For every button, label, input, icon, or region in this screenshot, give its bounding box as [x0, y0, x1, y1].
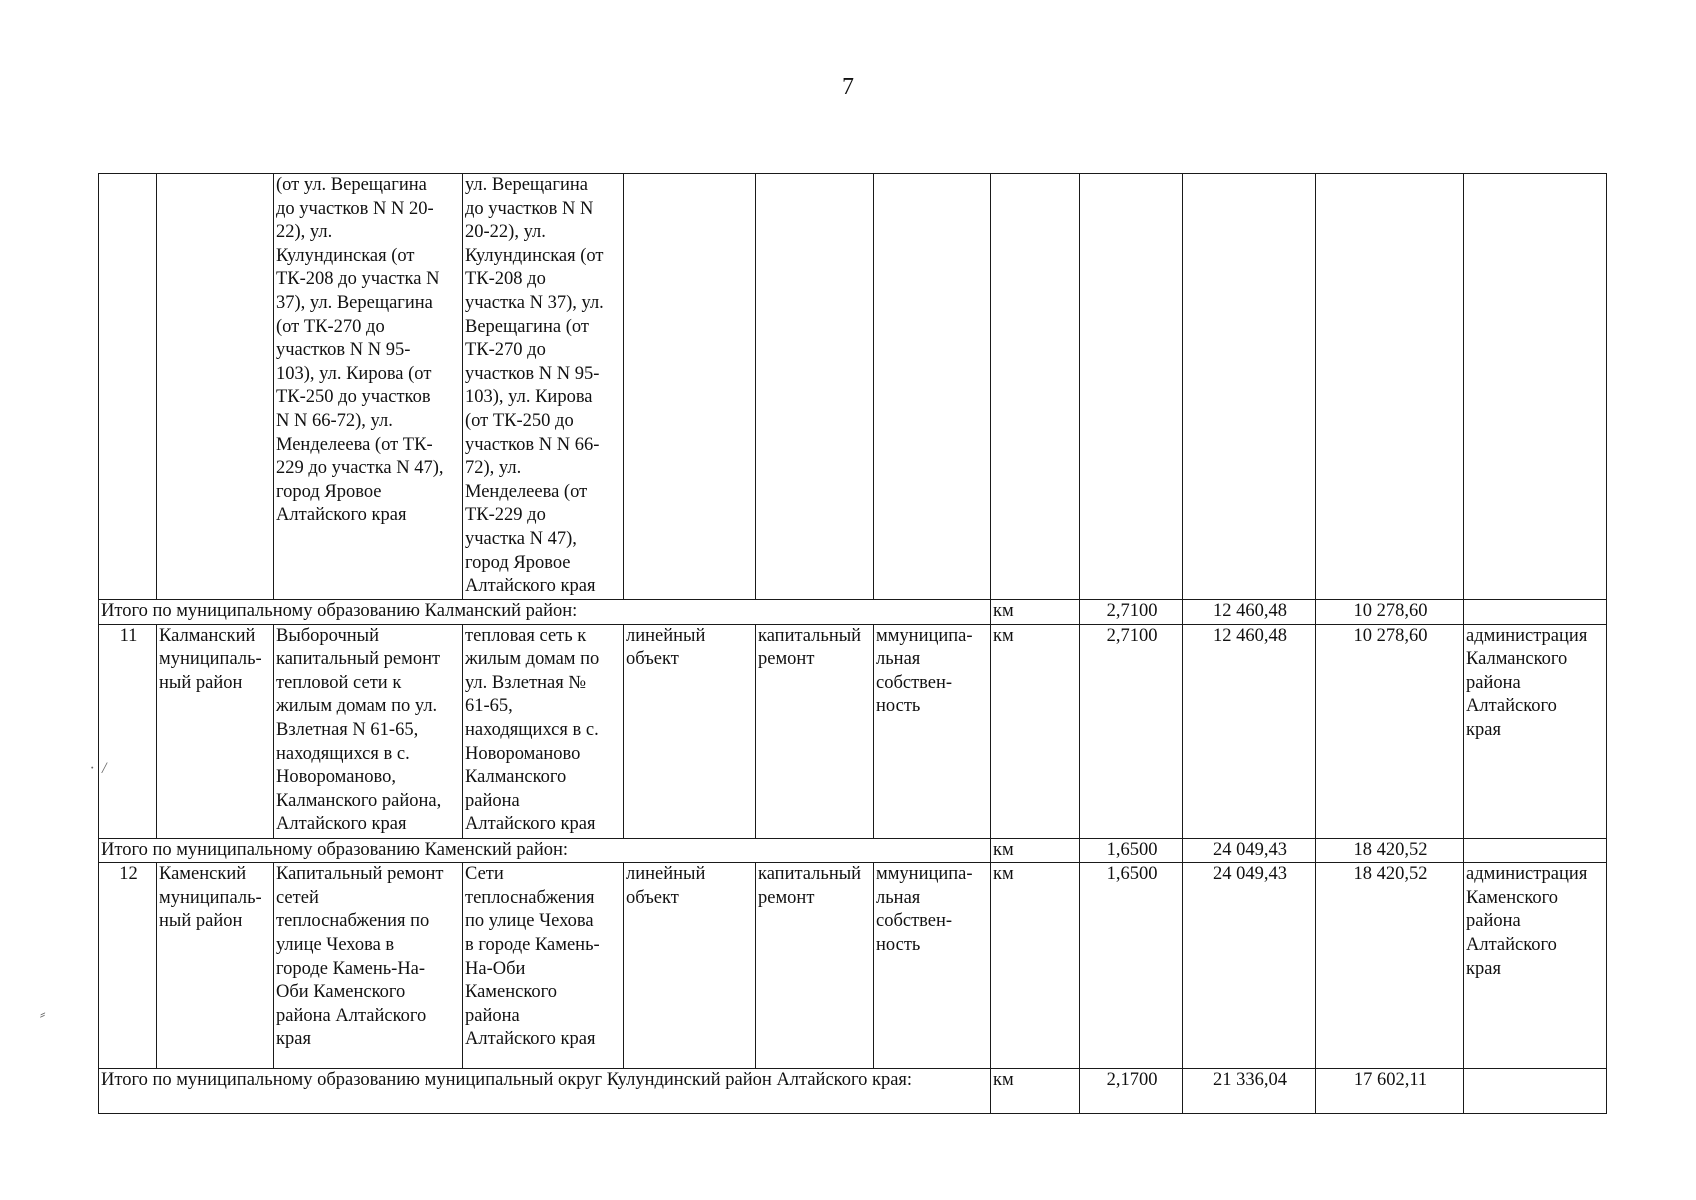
responsible-text: администрация Калманского района Алтайского края	[1466, 625, 1588, 740]
row-number: 12	[99, 863, 157, 1069]
municipality-text: Калманский муниципаль- ный район	[159, 625, 262, 693]
total-row-kamensky	[99, 838, 1607, 863]
total-length: 2,7100	[1080, 600, 1183, 625]
responsible-text: администрация Каменского района Алтайского края	[1466, 864, 1588, 979]
cell-responsible	[1464, 863, 1607, 1069]
cell-ownership	[874, 174, 991, 600]
cell-work-type	[756, 624, 874, 838]
total-responsible	[1464, 1069, 1607, 1114]
cell-object-type	[624, 174, 756, 600]
cell-municipality	[157, 863, 274, 1069]
cell-cost-budget: 18 420,52	[1316, 863, 1464, 1069]
ownership-text: ммуниципа- льная собствен- ность	[876, 864, 973, 955]
table-row-11	[99, 624, 1607, 838]
object-name-text: Капитальный ремонт сетей теплоснабжения по улице Чехова в городе Камень-На- Оби Каменского района Алтайского края	[276, 864, 444, 1050]
cell-unit: км	[991, 863, 1080, 1069]
cell-object-type	[624, 624, 756, 838]
margin-mark-scribble: ⸗	[40, 1006, 46, 1023]
cell-address	[463, 863, 624, 1069]
total-unit: км	[991, 1069, 1080, 1114]
total-cost-total: 24 049,43	[1183, 838, 1316, 863]
cell-unit: км	[991, 624, 1080, 838]
cell-address	[463, 624, 624, 838]
total-cost-budget: 10 278,60	[1316, 600, 1464, 625]
ownership-text: ммуниципа- льная собствен- ность	[876, 625, 973, 717]
total-cost-budget: 18 420,52	[1316, 838, 1464, 863]
cell-unit	[991, 174, 1080, 600]
cell-cost-total	[1183, 174, 1316, 600]
margin-mark-slash: · /	[90, 760, 107, 777]
cell-length: 1,6500	[1080, 863, 1183, 1069]
cell-cost-total: 24 049,43	[1183, 863, 1316, 1069]
address-text: ул. Верещагина до участков N N 20-22), ул. Кулундинская (от ТК-208 до участка N 37), ул. Верещагина (от ТК-270 до участков N N 95- 103), ул. Кирова (от ТК-250 до участков N N 66- 72), ул. Менделеева (от ТК-229 до участка N 47), город Яровое Алтайского края	[465, 175, 604, 597]
total-label: Итого по муниципальному образованию Калманский район:	[99, 600, 991, 625]
cell-length	[1080, 174, 1183, 600]
cell-length: 2,7100	[1080, 624, 1183, 838]
cell-num	[99, 174, 157, 600]
cell-cost-budget	[1316, 174, 1464, 600]
object-type-text: линейный объект	[626, 864, 706, 908]
cell-municipality	[157, 624, 274, 838]
object-name-text: Выборочный капитальный ремонт тепловой сети к жилым домам по ул. Взлетная N 61-65, находящихся в с. Новороманово, Калманского района, Алтайского края	[276, 625, 442, 835]
cell-ownership	[874, 863, 991, 1069]
table-row-continuation	[99, 174, 1607, 600]
work-type-text: капитальный ремонт	[758, 864, 862, 908]
total-cost-budget: 17 602,11	[1316, 1069, 1464, 1114]
total-row-kulundinsky	[99, 1069, 1607, 1114]
table-row-12	[99, 863, 1607, 1069]
cell-object-name	[274, 624, 463, 838]
row-number: 11	[99, 624, 157, 838]
address-text: тепловая сеть к жилым домам по ул. Взлетная № 61-65, находящихся в с. Новороманово Калманского района Алтайского края	[465, 625, 600, 835]
cell-work-type	[756, 863, 874, 1069]
total-length: 2,1700	[1080, 1069, 1183, 1114]
total-length: 1,6500	[1080, 838, 1183, 863]
total-row-kalmansky	[99, 600, 1607, 625]
cell-responsible	[1464, 624, 1607, 838]
cell-work-type	[756, 174, 874, 600]
total-label: Итого по муниципальному образованию Каменский район:	[99, 838, 991, 863]
address-text: Сети теплоснабжения по улице Чехова в городе Камень- На-Оби Каменского района Алтайского края	[465, 864, 600, 1050]
total-responsible	[1464, 600, 1607, 625]
investment-table	[98, 173, 1607, 1114]
total-cost-total: 12 460,48	[1183, 600, 1316, 625]
cell-cost-total: 12 460,48	[1183, 624, 1316, 838]
cell-responsible	[1464, 174, 1607, 600]
cell-object-type	[624, 863, 756, 1069]
total-responsible	[1464, 838, 1607, 863]
cell-municipality	[157, 174, 274, 600]
total-cost-total: 21 336,04	[1183, 1069, 1316, 1114]
total-unit: км	[991, 600, 1080, 625]
cell-address	[463, 174, 624, 600]
total-label: Итого по муниципальному образованию муниципальный округ Кулундинский район Алтайского края:	[99, 1069, 991, 1114]
cell-ownership	[874, 624, 991, 838]
object-type-text: линейный объект	[626, 625, 706, 670]
cell-object-name	[274, 174, 463, 600]
page-number: 7	[842, 74, 854, 100]
municipality-text: Каменский муниципаль- ный район	[159, 864, 262, 932]
object-name-text: (от ул. Верещагина до участков N N 20- 22), ул. Кулундинская (от ТК-208 до участка N 37), ул. Верещагина (от ТК-270 до участков N N 95- 103), ул. Кирова (от ТК-250 до участков N N 66-72), ул. Менделеева (от ТК- 229 до участка N 47), город Яровое Алтайского края	[276, 175, 444, 526]
work-type-text: капитальный ремонт	[758, 625, 862, 670]
cell-cost-budget: 10 278,60	[1316, 624, 1464, 838]
cell-object-name	[274, 863, 463, 1069]
total-unit: км	[991, 838, 1080, 863]
